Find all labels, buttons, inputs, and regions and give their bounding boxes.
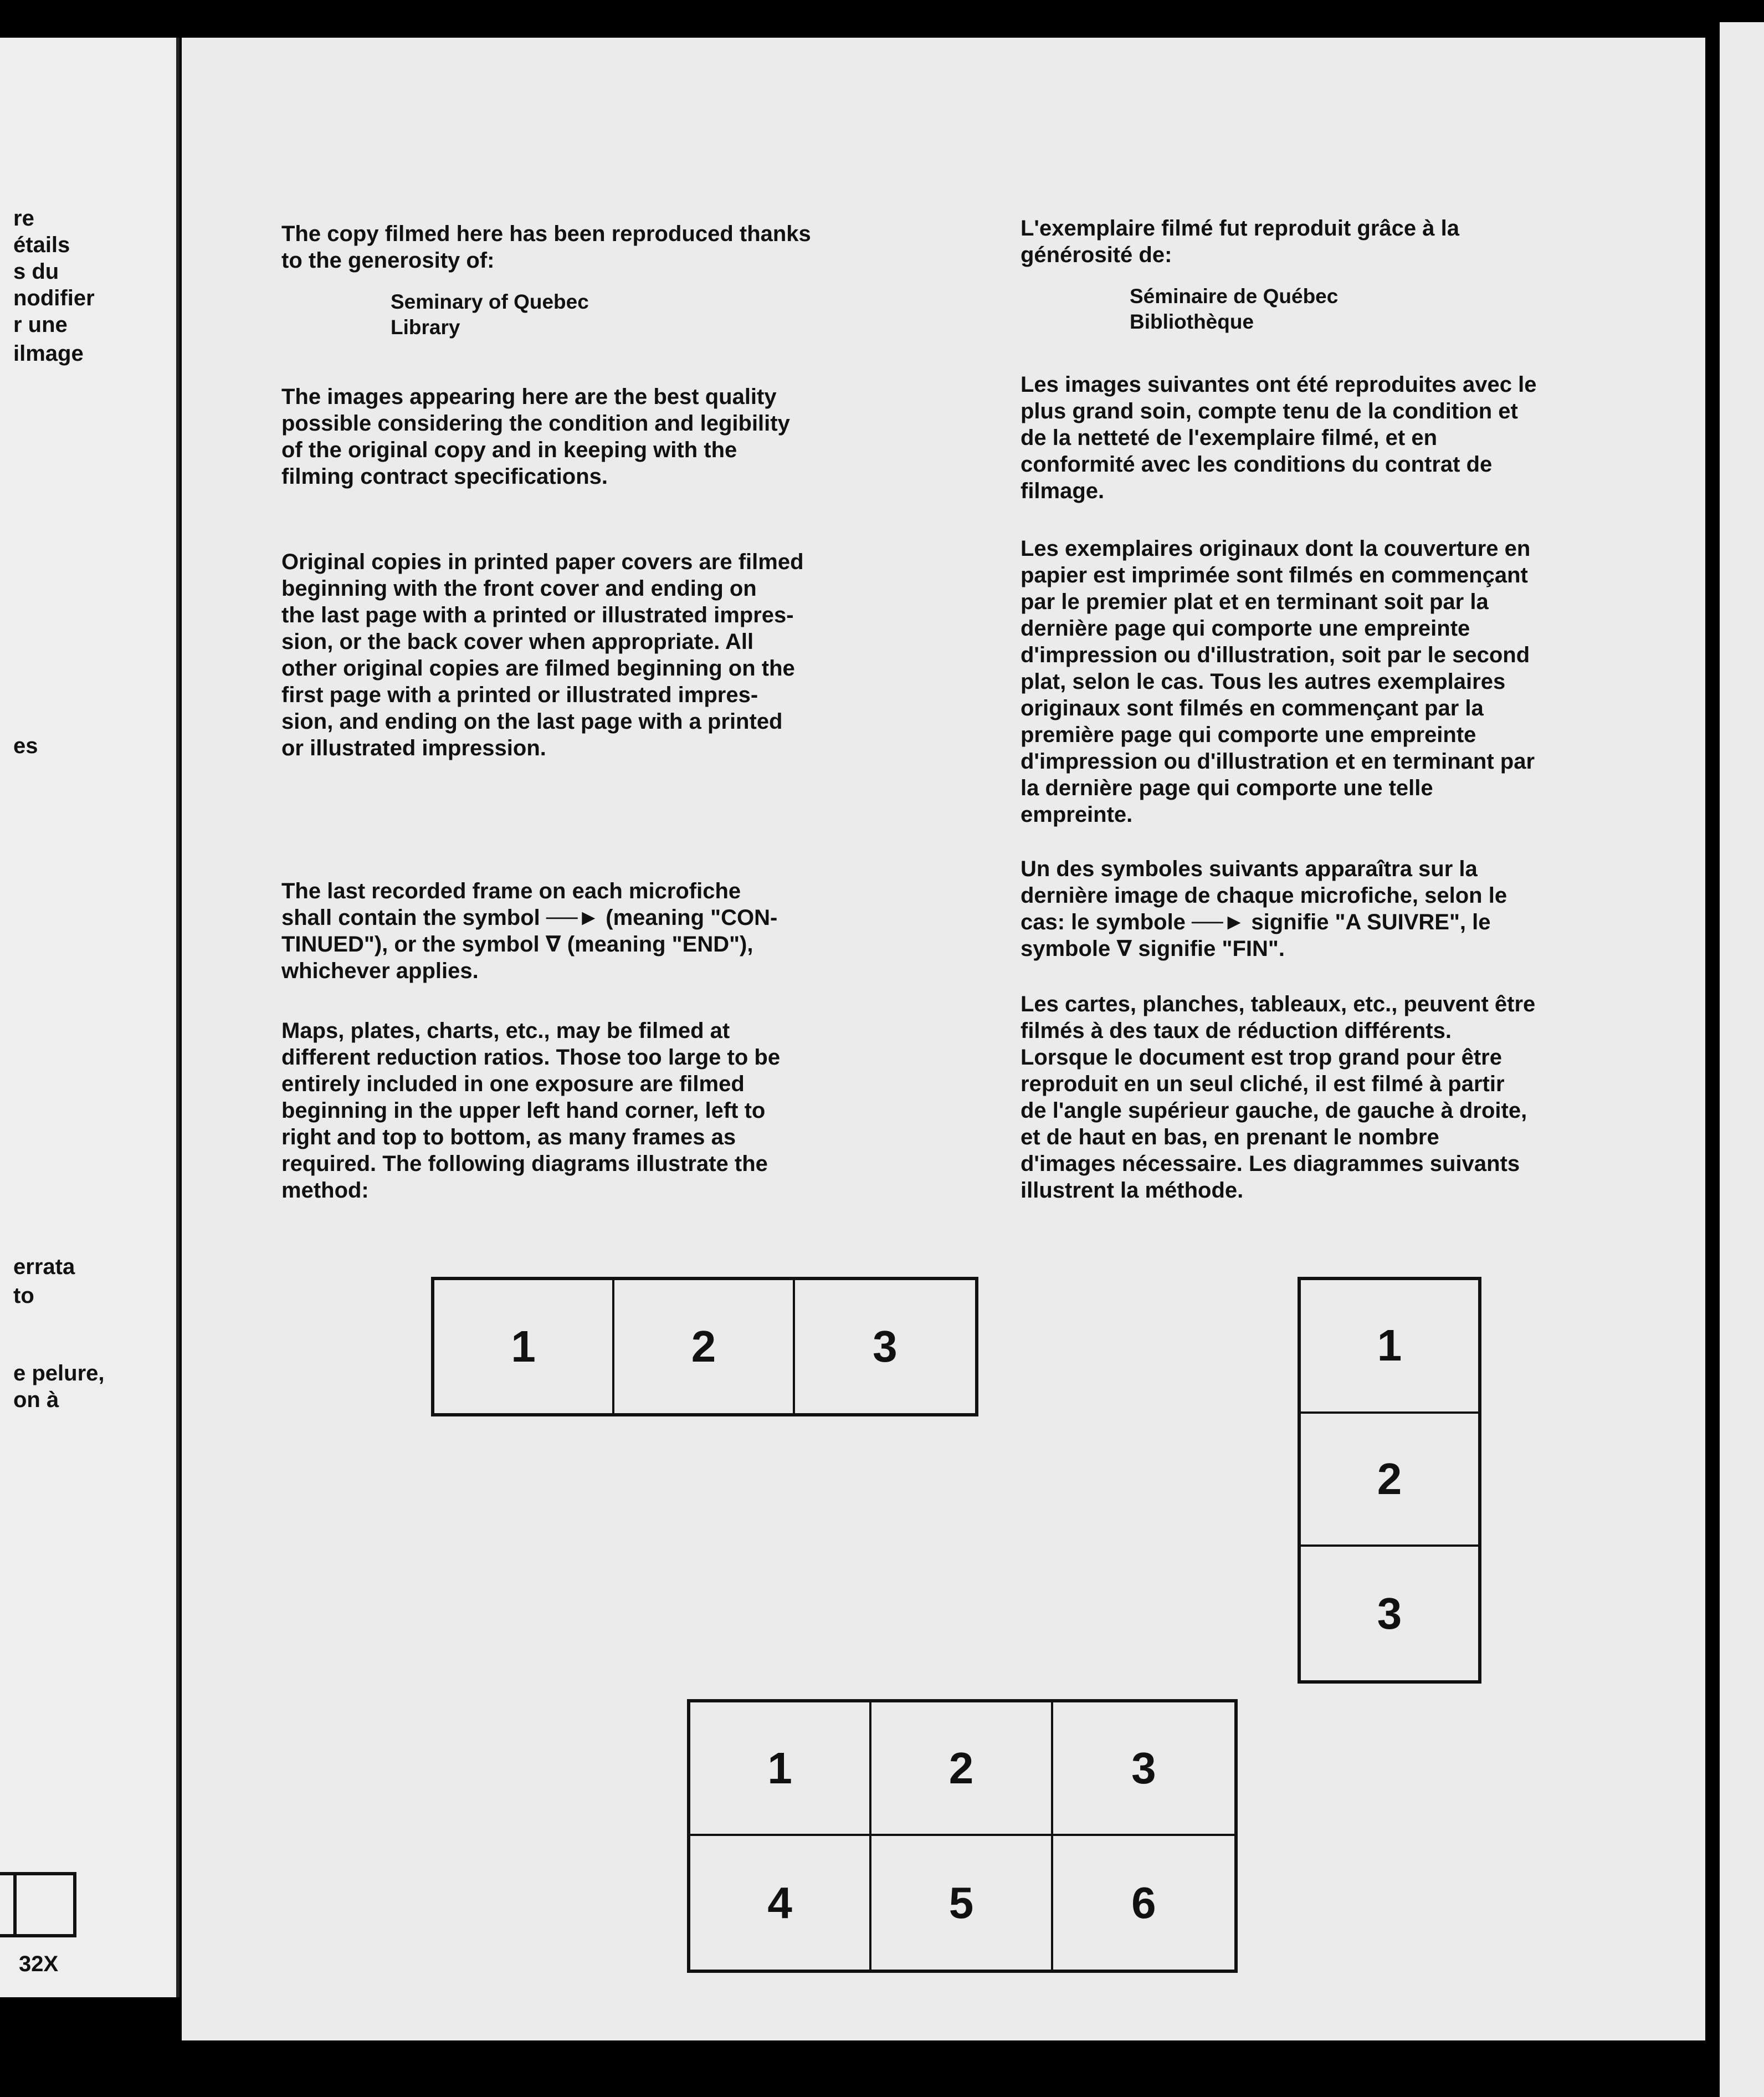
reduction-scale-label: 32X	[19, 1952, 59, 1976]
microfilm-notice-page	[182, 38, 1705, 2040]
left-fragment-line: ilmage	[13, 341, 84, 366]
vertical-frames-diagram	[1298, 1277, 1481, 1684]
frame-cell: 6	[1131, 1878, 1156, 1927]
resolution-target-box	[13, 1872, 76, 1937]
frame-cell: 3	[1053, 1702, 1234, 1836]
english-institution: Seminary of Quebec Library	[391, 290, 589, 339]
french-institution: Séminaire de Québec Bibliothèque	[1130, 285, 1339, 333]
left-fragment-line: e pelure,	[13, 1361, 105, 1385]
frame-cell: 2	[871, 1702, 1053, 1836]
left-fragment-line: nodifier	[13, 286, 95, 310]
frame-cell: 1	[1301, 1280, 1478, 1414]
left-fragment-line: s du	[13, 259, 59, 284]
french-intro: L'exemplaire filmé fut reproduit grâce à la générosité de:	[1021, 216, 1459, 267]
frame-cell: 3	[873, 1322, 898, 1371]
english-symbols-paragraph: The last recorded frame on each microfiche shall contain the symbol ──► (meaning "CON- TINUED"), or the symbol ∇ (meaning "END"), whichever applies.	[281, 879, 778, 983]
left-fragment-line: es	[13, 734, 38, 758]
french-maps-paragraph: Les cartes, planches, tableaux, etc., peuvent être filmés à des taux de réduction différents. Lorsque le document est trop grand pour être reproduit en un seul cliché, il est filmé à partir de l'angle supérieur gauche, de gauche à droite, et de haut en bas, en prenant le nombre d'images nécessaire. Les diagrammes suivants illustrent la méthode.	[1021, 992, 1536, 1203]
french-quality-paragraph: Les images suivantes ont été reproduites avec le plus grand soin, compte tenu de la condition et de la netteté de l'exemplaire filmé, et en conformité avec les conditions du contrat de filmage.	[1021, 372, 1537, 503]
frame-cell: 1	[690, 1702, 871, 1836]
french-originals-paragraph: Les exemplaires originaux dont la couverture en papier est imprimée sont filmés en commençant par le premier plat et en terminant soit par la dernière page qui comporte une empreinte d'impression ou d'illustration, soit par le second plat, selon le cas. Tous les autres exemplaires originaux sont filmés en commençant par la première page qui comporte une empreinte d'impression ou d'illustration et en terminant par la dernière page qui comporte une telle empreinte.	[1021, 536, 1535, 827]
english-intro: The copy filmed here has been reproduced thanks to the generosity of:	[281, 222, 811, 273]
frame-cell: 3	[1377, 1588, 1402, 1638]
left-fragment-line: errata	[13, 1255, 75, 1279]
right-page-edge	[1720, 22, 1764, 2097]
english-quality-paragraph: The images appearing here are the best quality possible considering the condition and legibility of the original copy and in keeping with the filming contract specifications.	[281, 385, 790, 489]
french-symbols-paragraph: Un des symboles suivants apparaîtra sur la dernière image de chaque microfiche, selon le cas: le symbole ──► signifie "A SUIVRE", le symbole ∇ signifie "FIN".	[1021, 857, 1507, 961]
frame-cell: 2	[614, 1280, 794, 1413]
left-page-fragment	[0, 38, 180, 1997]
frame-cell: 5	[871, 1836, 1053, 1970]
english-column	[281, 221, 935, 1204]
frame-cell: 1	[434, 1280, 614, 1413]
frame-cell: 4	[690, 1836, 871, 1970]
left-fragment-line: r une	[13, 313, 68, 337]
left-fragment-line: re	[13, 206, 34, 231]
left-fragment-line: on à	[13, 1388, 59, 1412]
english-originals-paragraph: Original copies in printed paper covers are filmed beginning with the front cover and ending on the last page with a printed or illustrated impres- sion, or the back cover when appropriate. All other original copies are filmed beginning on the first page with a printed or illustrated impres- sion, and ending on the last page with a printed or illustrated impression.	[281, 550, 804, 760]
left-fragment-line: to	[13, 1283, 34, 1308]
grid-frames-diagram	[687, 1699, 1238, 1973]
english-maps-paragraph: Maps, plates, charts, etc., may be filmed at different reduction ratios. Those too large to be entirely included in one exposure are filmed beginning in the upper left hand corner, left to right and top to bottom, as many frames as required. The following diagrams illustrate the method:	[281, 1019, 781, 1203]
left-fragment-line: étails	[13, 233, 70, 257]
horizontal-frames-diagram	[431, 1277, 978, 1416]
frame-cell: 2	[1301, 1414, 1478, 1547]
french-column	[1021, 215, 1674, 1204]
